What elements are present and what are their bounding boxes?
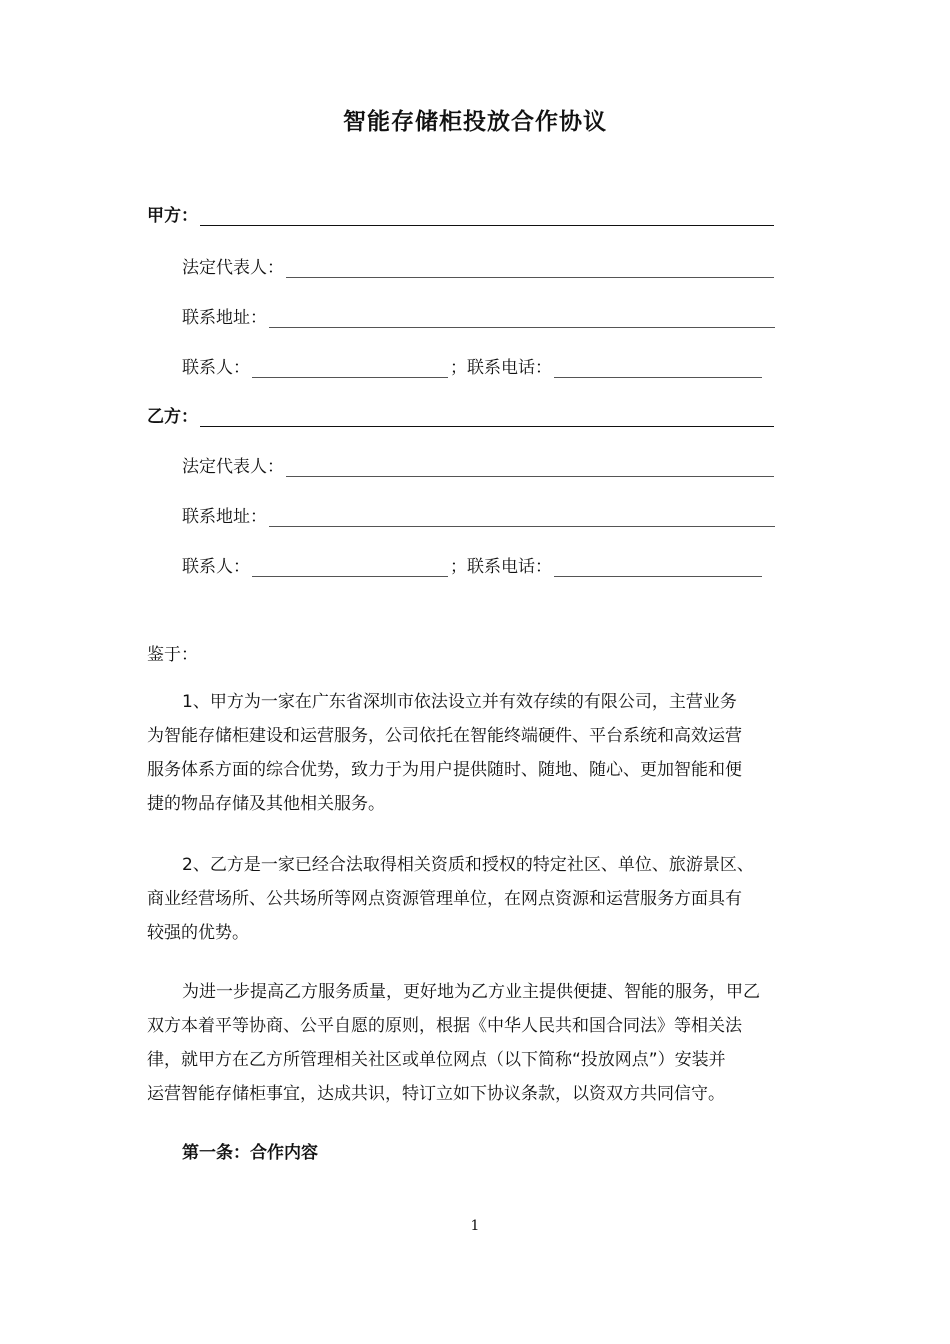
party-b-address-row (182, 501, 775, 527)
party-a-label: 甲方： (147, 206, 198, 226)
party-b-address-label: 联系地址： (182, 507, 267, 527)
party-b-contact-blank[interactable] (252, 556, 448, 577)
paragraph-line: 捷的物品存储及其他相关服务。 (147, 794, 385, 814)
whereas-label (147, 638, 817, 672)
paragraph-line: 服务体系方面的综合优势，致力于为用户提供随时、随地、随心、更加智能和便 (147, 760, 742, 780)
page-number: 1 (470, 1218, 480, 1234)
clause-1-paragraph (147, 685, 817, 821)
party-a-contact-label: 联系人： (182, 358, 250, 378)
party-a-representative-blank[interactable] (286, 257, 774, 278)
party-a-name-blank[interactable] (200, 205, 774, 226)
party-a-address-label: 联系地址： (182, 308, 267, 328)
party-a-address-blank[interactable] (269, 307, 775, 328)
party-a-representative-label: 法定代表人： (182, 258, 284, 278)
document-title: 智能存储柜投放合作协议 (343, 109, 607, 135)
party-b-phone-label: ；联系电话： (450, 557, 552, 577)
party-a-representative-row (182, 252, 774, 278)
party-b-label: 乙方： (147, 407, 198, 427)
purpose-paragraph (147, 975, 817, 1111)
party-b-address-blank[interactable] (269, 506, 775, 527)
paragraph-line: 律，就甲方在乙方所管理相关社区或单位网点（以下简称“投放网点”）安装并 (147, 1050, 726, 1070)
clause-2-paragraph (147, 848, 817, 950)
party-b-representative-label: 法定代表人： (182, 457, 284, 477)
party-b-contact-row (182, 551, 762, 577)
party-b-phone-blank[interactable] (554, 556, 762, 577)
party-b-representative-blank[interactable] (286, 456, 774, 477)
paragraph-line: 为进一步提高乙方服务质量，更好地为乙方业主提供便捷、智能的服务，甲乙 (182, 982, 760, 1002)
paragraph-line: 商业经营场所、公共场所等网点资源管理单位，在网点资源和运营服务方面具有 (147, 889, 742, 909)
paragraph-line: 2、乙方是一家已经合法取得相关资质和授权的特定社区、单位、旅游景区、 (182, 855, 754, 875)
article-1-heading: 第一条：合作内容 (182, 1143, 318, 1163)
paragraph-line: 双方本着平等协商、公平自愿的原则，根据《中华人民共和国合同法》等相关法 (147, 1016, 742, 1036)
party-a-phone-blank[interactable] (554, 357, 762, 378)
party-a-contact-row (182, 352, 762, 378)
paragraph-line: 1、甲方为一家在广东省深圳市依法设立并有效存续的有限公司，主营业务 (182, 692, 737, 712)
party-a-address-row (182, 302, 775, 328)
paragraph-line: 运营智能存储柜事宜，达成共识，特订立如下协议条款，以资双方共同信守。 (147, 1084, 725, 1104)
party-a-row (147, 200, 774, 226)
party-b-row (147, 401, 774, 427)
party-a-contact-blank[interactable] (252, 357, 448, 378)
whereas-text: 鉴于： (147, 645, 198, 665)
party-b-contact-label: 联系人： (182, 557, 250, 577)
party-b-representative-row (182, 451, 774, 477)
paragraph-line: 为智能存储柜建设和运营服务，公司依托在智能终端硬件、平台系统和高效运营 (147, 726, 742, 746)
paragraph-line: 较强的优势。 (147, 923, 249, 943)
party-b-name-blank[interactable] (200, 406, 774, 427)
party-a-phone-label: ；联系电话： (450, 358, 552, 378)
